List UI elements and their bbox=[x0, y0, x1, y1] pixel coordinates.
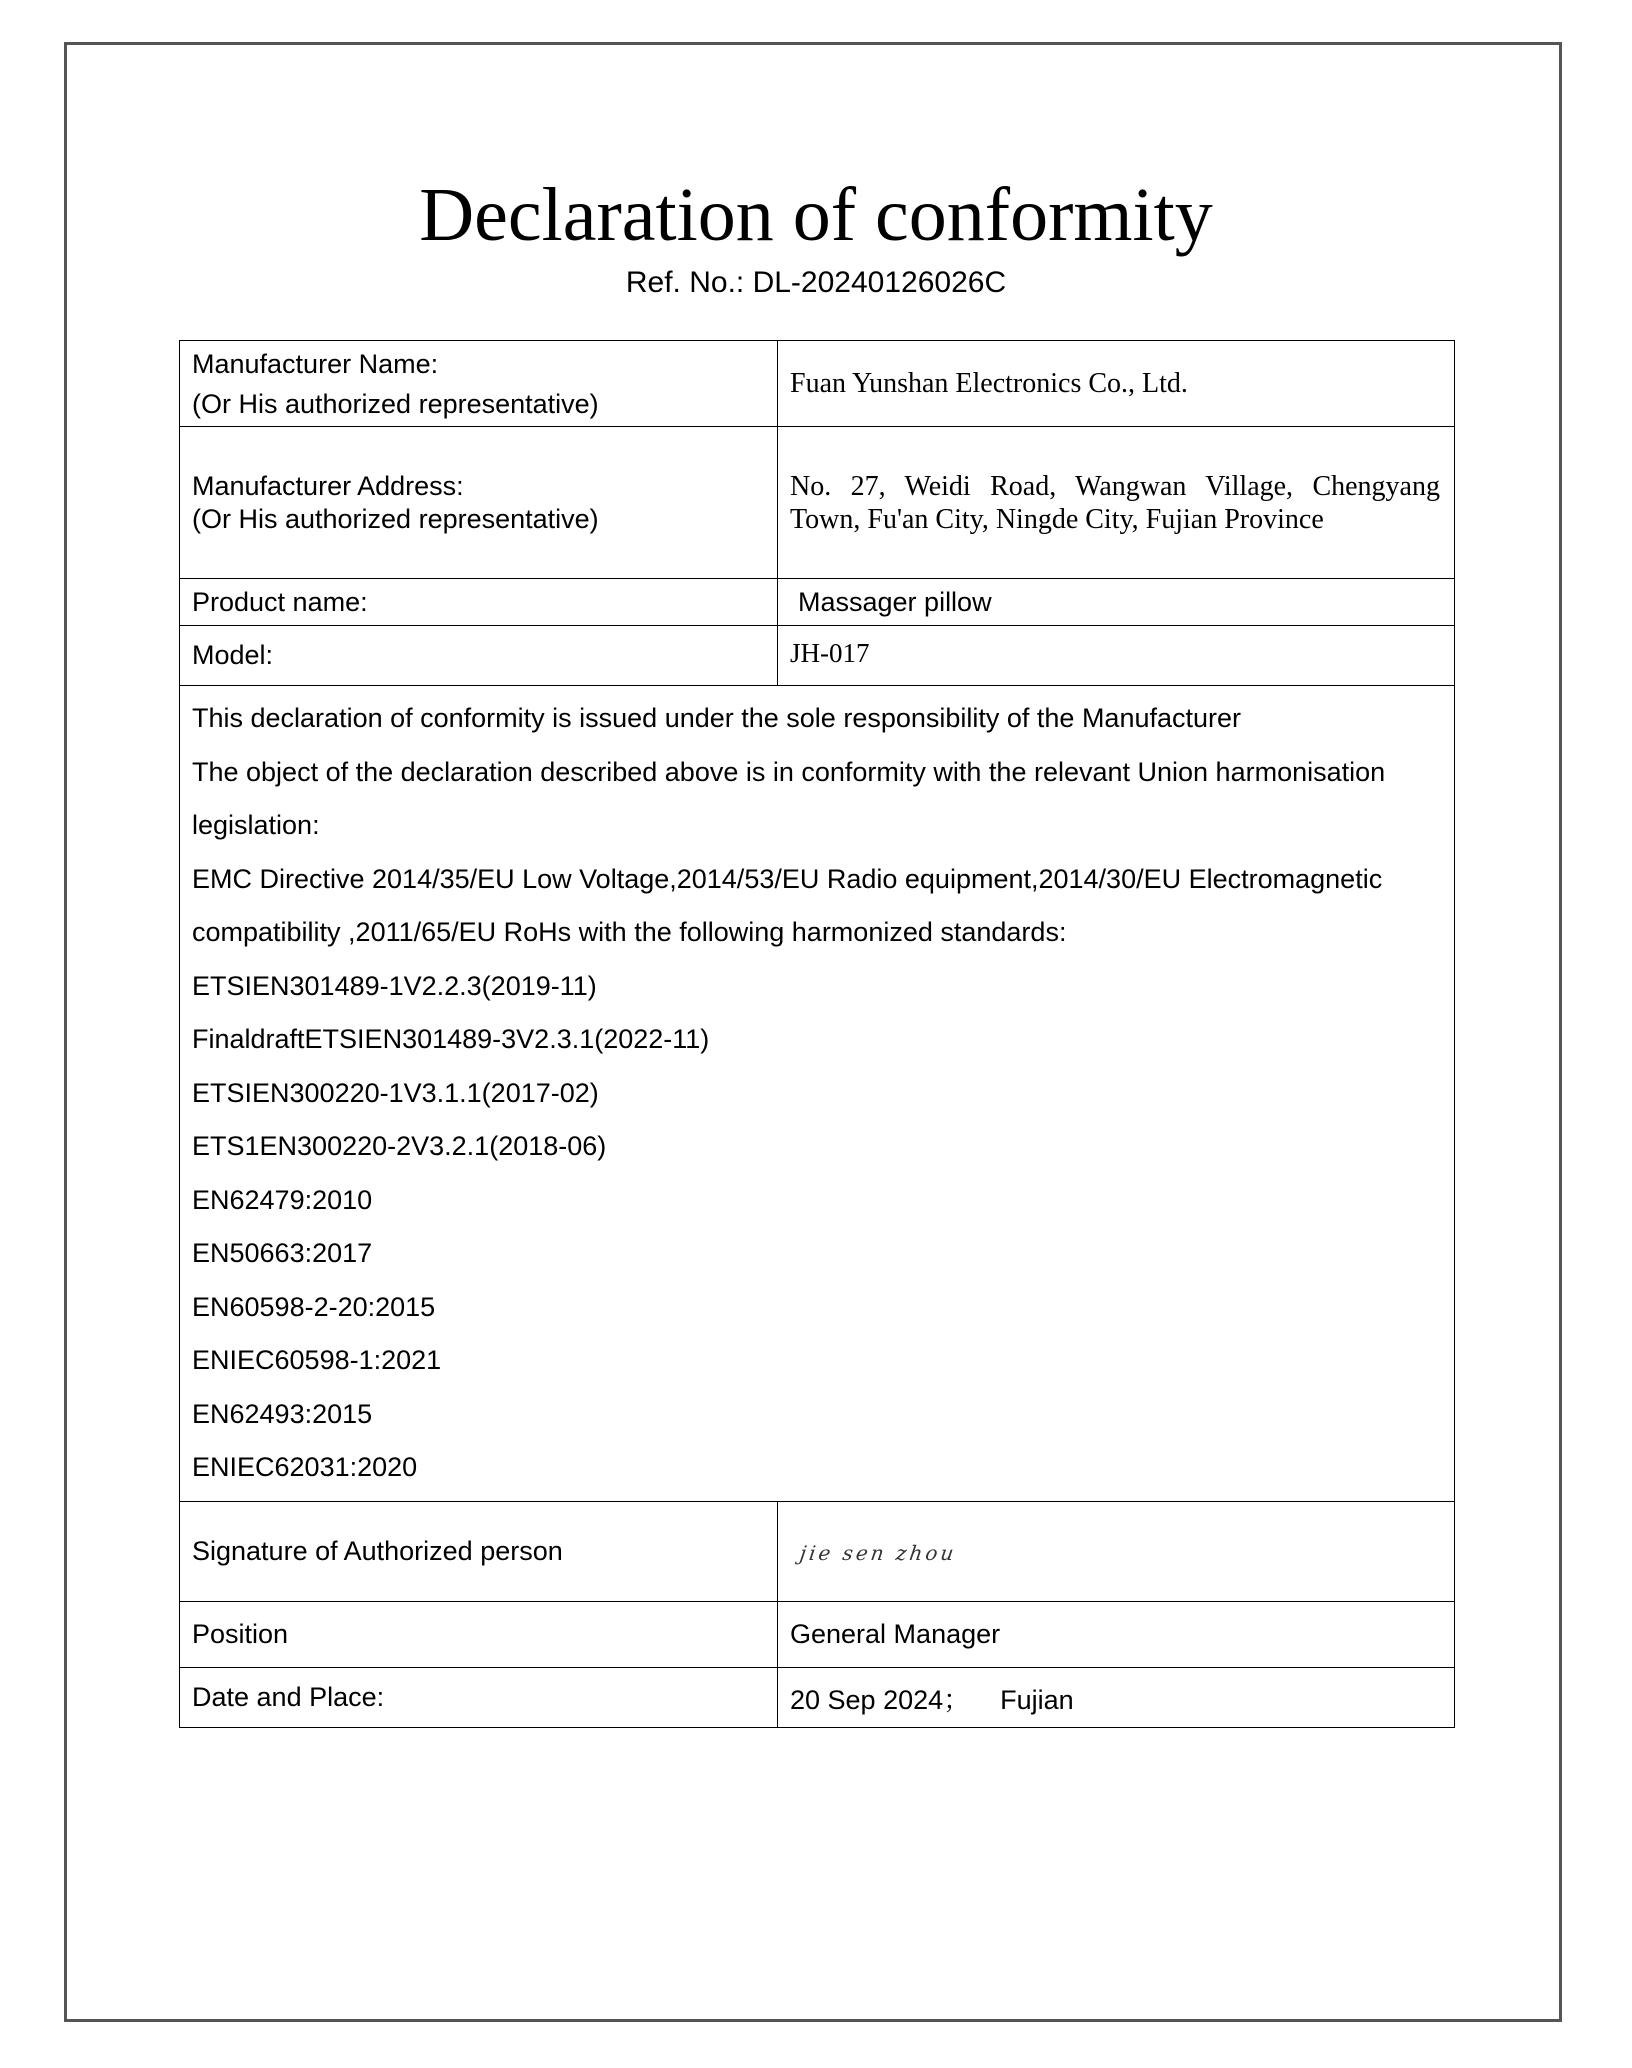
standard-line: ENIEC62031:2020 bbox=[192, 1452, 418, 1482]
standard-line: ENIEC60598-1:2021 bbox=[192, 1345, 442, 1375]
standard-line: EN62493:2015 bbox=[192, 1398, 373, 1429]
manufacturer-name-value: Fuan Yunshan Electronics Co., Ltd. bbox=[778, 341, 1455, 427]
handwritten-signature: jie sen zhou bbox=[798, 1540, 959, 1565]
standard-line: FinaldraftETSIEN301489-3V2.3.1(2022-11) bbox=[192, 1024, 710, 1054]
label-line: (Or His authorized representative) bbox=[192, 388, 599, 419]
row-declaration-text bbox=[180, 686, 1455, 1502]
row-model bbox=[180, 626, 1455, 686]
declaration-line: compatibility ,2011/65/EU RoHs with the following harmonized standards: bbox=[192, 917, 1067, 947]
label-line: Manufacturer Address: bbox=[192, 470, 464, 501]
standard-line: ETSIEN301489-1V2.2.3(2019-11) bbox=[192, 970, 597, 1001]
place-value: Fujian bbox=[1000, 1684, 1074, 1715]
date-place-value bbox=[778, 1667, 1455, 1727]
declaration-line: The object of the declaration described above is in conformity with the relevant Union harmonisation bbox=[192, 756, 1386, 787]
reference-number: Ref. No.: DL-20240126026C bbox=[625, 266, 1007, 299]
declaration-table bbox=[179, 340, 1455, 1728]
position-label: Position bbox=[180, 1601, 778, 1667]
row-date-place bbox=[180, 1667, 1455, 1727]
declaration-text bbox=[180, 686, 1455, 1502]
declaration-line: EMC Directive 2014/35/EU Low Voltage,2014/53/EU Radio equipment,2014/30/EU Electromagnetic bbox=[192, 863, 1383, 894]
signature-label: Signature of Authorized person bbox=[180, 1501, 778, 1601]
standard-line: EN50663:2017 bbox=[192, 1238, 373, 1268]
row-manufacturer-name bbox=[180, 341, 1455, 427]
model-label: Model: bbox=[180, 626, 778, 686]
manufacturer-name-label bbox=[180, 341, 778, 427]
standard-line: EN62479:2010 bbox=[192, 1184, 373, 1215]
product-name-value: Massager pillow bbox=[778, 579, 1455, 626]
model-value: JH-017 bbox=[778, 626, 1455, 686]
manufacturer-address-label bbox=[180, 427, 778, 579]
signature-value bbox=[778, 1501, 1455, 1601]
date-value: 20 Sep 2024； bbox=[790, 1684, 971, 1715]
position-value: General Manager bbox=[778, 1601, 1455, 1667]
standard-line: ETS1EN300220-2V3.2.1(2018-06) bbox=[192, 1131, 607, 1161]
row-manufacturer-address bbox=[180, 427, 1455, 579]
product-name-label: Product name: bbox=[180, 579, 778, 626]
label-line: Manufacturer Name: bbox=[192, 348, 439, 379]
document-title: Declaration of conformity bbox=[419, 173, 1213, 257]
declaration-line: This declaration of conformity is issued under the sole responsibility of the Manufacturer bbox=[192, 703, 1242, 733]
row-product-name bbox=[180, 579, 1455, 626]
row-signature bbox=[180, 1501, 1455, 1601]
standard-line: EN60598-2-20:2015 bbox=[192, 1291, 436, 1322]
declaration-line: legislation: bbox=[192, 810, 320, 840]
row-position bbox=[180, 1601, 1455, 1667]
manufacturer-address-value: No. 27, Weidi Road, Wangwan Village, Chengyang Town, Fu'an City, Ningde City, Fujian Province bbox=[778, 427, 1455, 579]
standard-line: ETSIEN300220-1V3.1.1(2017-02) bbox=[192, 1077, 599, 1108]
date-place-label: Date and Place: bbox=[180, 1667, 778, 1727]
label-line: (Or His authorized representative) bbox=[192, 503, 599, 534]
